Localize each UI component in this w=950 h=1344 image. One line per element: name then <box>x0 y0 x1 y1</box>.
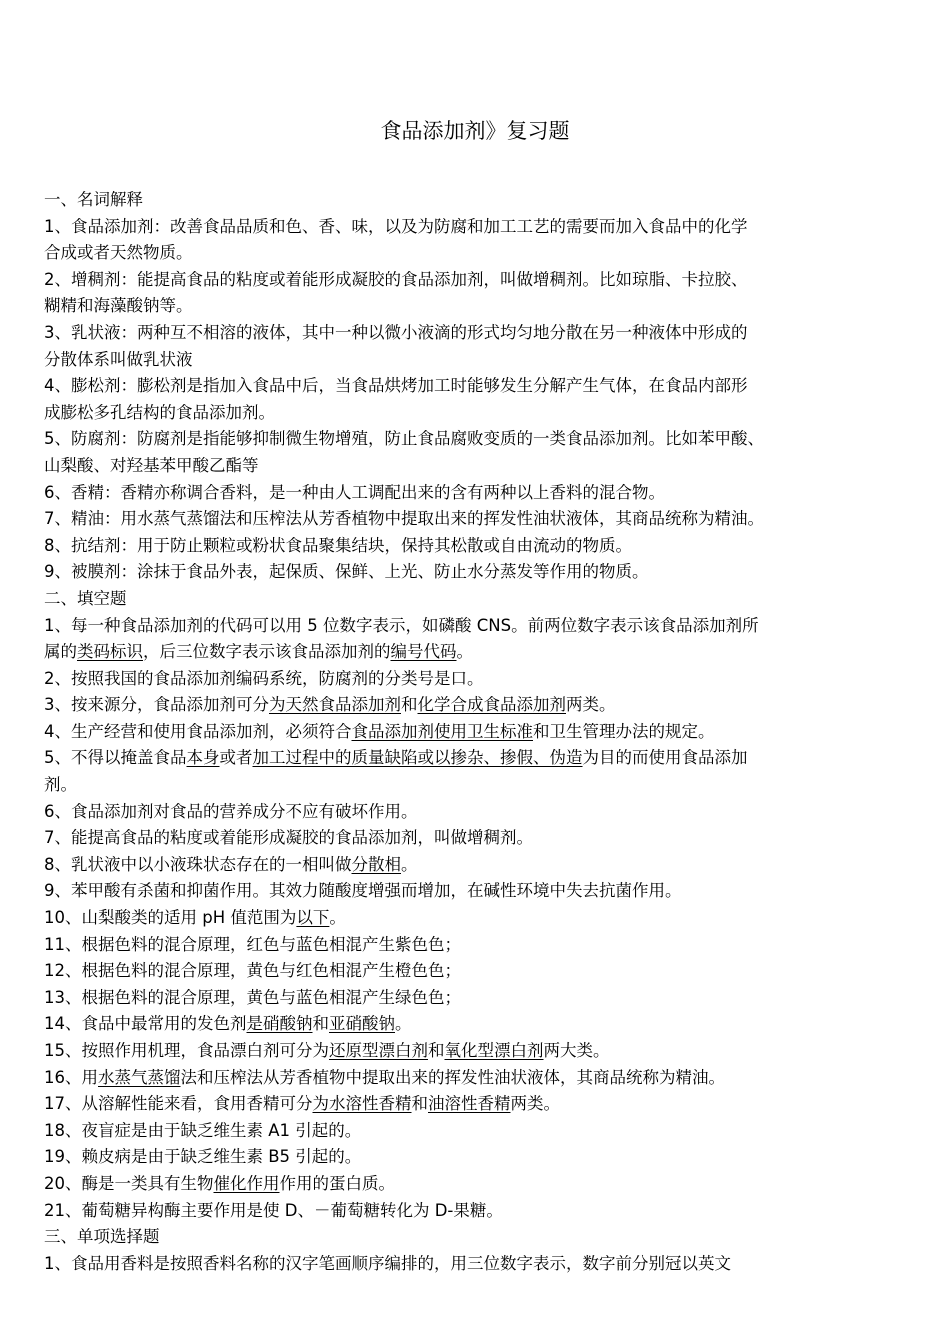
line-text: 合成或者天然物质。 <box>44 243 193 263</box>
line-text: 和 <box>411 1094 428 1114</box>
underlined-answer: 是硝酸钠 <box>246 1014 313 1034</box>
text-line <box>44 799 914 826</box>
text-line <box>44 187 914 214</box>
underlined-answer: 为天然食品添加剂 <box>269 695 401 715</box>
line-text: 15、按照作用机理，食品漂白剂可分为 <box>44 1041 329 1060</box>
line-text: 12、根据色料的混合原理，黄色与红色相混产生橙色色； <box>44 961 461 981</box>
text-line <box>44 1224 914 1251</box>
text-line <box>44 905 914 932</box>
line-text: 或者 <box>219 748 253 768</box>
line-text: 10、山梨酸类的适用 pH 值范围为 <box>44 908 297 928</box>
line-text: 7、能提高食品的粘度或着能形成凝胶的食品添加剂，叫做增稠剂。 <box>44 828 533 848</box>
underlined-answer: 分散相 <box>351 854 401 874</box>
text-line <box>44 639 914 666</box>
line-text: 21、葡萄糖异构酶主要作用是使 D、－葡萄糖转化为 D-果糖。 <box>44 1200 503 1220</box>
line-text: 。 <box>401 854 418 874</box>
line-text: 9、苯甲酸有杀菌和抑菌作用。其效力随酸度增强而增加，在碱性环境中失去抗菌作用。 <box>44 881 682 901</box>
line-text: 和 <box>428 1041 445 1060</box>
line-text: 2、增稠剂：能提高食品的粘度或着能形成凝胶的食品添加剂，叫做增稠剂。比如琼脂、卡拉胶、 <box>44 269 748 289</box>
line-text: 法和压榨法从芳香植物中提取出来的挥发性油状液体，其商品统称为精油。 <box>180 1067 725 1087</box>
line-text: 11、根据色料的混合原理，红色与蓝色相混产生紫色色； <box>44 934 461 954</box>
line-text: 作用的蛋白质。 <box>279 1173 395 1193</box>
text-line <box>44 825 914 852</box>
underlined-answer: 还原型漂白剂 <box>329 1041 428 1060</box>
line-text: 三、单项选择题 <box>44 1227 160 1247</box>
text-line <box>44 1198 914 1225</box>
underlined-answer: 油溶性香精 <box>428 1094 511 1114</box>
text-line <box>44 453 914 480</box>
line-text: 8、抗结剂：用于防止颗粒或粉状食品聚集结块，保持其松散或自由流动的物质。 <box>44 535 632 555</box>
text-line <box>44 373 914 400</box>
line-text: 6、食品添加剂对食品的营养成分不应有破坏作用。 <box>44 801 418 821</box>
text-line <box>44 666 914 693</box>
line-text: 属的 <box>44 642 77 662</box>
text-line <box>44 267 914 294</box>
line-text: 7、精油：用水蒸气蒸馏法和压榨法从芳香植物中提取出来的挥发性油状液体，其商品统称为精油。 <box>44 509 764 529</box>
text-line <box>44 506 914 533</box>
line-text: 18、夜盲症是由于缺乏维生素 A1 引起的。 <box>44 1120 362 1140</box>
line-text: 5、不得以掩盖食品 <box>44 748 187 768</box>
underlined-answer: 催化作用 <box>213 1173 280 1193</box>
document-body <box>44 187 914 1277</box>
text-line <box>44 1065 914 1092</box>
line-text: 5、防腐剂：防腐剂是指能够抑制微生物增殖，防止食品腐败变质的一类食品添加剂。比如苯甲酸、 <box>44 429 764 449</box>
text-line <box>44 745 914 772</box>
underlined-answer: 亚硝酸钠 <box>329 1014 395 1034</box>
text-line <box>44 426 914 453</box>
line-text: 两大类。 <box>543 1041 610 1060</box>
text-line <box>44 400 914 427</box>
line-text: 剂。 <box>44 775 77 795</box>
line-text: 3、乳状液：两种互不相溶的液体，其中一种以微小液滴的形式均匀地分散在另一种液体中形成的 <box>44 322 748 342</box>
text-line <box>44 852 914 879</box>
text-line <box>44 1038 914 1065</box>
line-text: 两类。 <box>510 1094 560 1114</box>
line-text: 2、按照我国的食品添加剂编码系统，防腐剂的分类号是口。 <box>44 668 484 688</box>
text-line <box>44 719 914 746</box>
line-text: 13、根据色料的混合原理，黄色与蓝色相混产生绿色色； <box>44 987 461 1007</box>
line-text: 1、每一种食品添加剂的代码可以用 5 位数字表示，如磷酸 CNS。前两位数字表示该食品添加剂所 <box>44 615 759 635</box>
document-title: 食品添加剂》复习题 <box>380 119 570 143</box>
text-line <box>44 613 914 640</box>
line-text: 8、乳状液中以小液珠状态存在的一相叫做 <box>44 854 352 874</box>
text-line <box>44 559 914 586</box>
text-line <box>44 347 914 374</box>
line-text: 3、按来源分，食品添加剂可分 <box>44 695 269 715</box>
line-text: 14、食品中最常用的发色剂 <box>44 1014 247 1034</box>
line-text: 和卫生管理办法的规定。 <box>533 721 715 741</box>
line-text: 。 <box>329 908 346 928</box>
text-line <box>44 1011 914 1038</box>
text-line <box>44 293 914 320</box>
line-text: 分散体系叫做乳状液 <box>44 349 193 369</box>
text-line <box>44 958 914 985</box>
text-line <box>44 772 914 799</box>
text-line <box>44 1144 914 1171</box>
underlined-answer: 加工过程中的质量缺陷或以掺杂、掺假、伪造 <box>252 748 583 768</box>
underlined-answer: 编号代码 <box>390 642 457 662</box>
underlined-answer: 类码标识 <box>77 642 143 662</box>
text-line <box>44 1171 914 1198</box>
line-text: 4、生产经营和使用食品添加剂，必须符合 <box>44 721 352 741</box>
line-text: 。 <box>395 1014 412 1034</box>
text-line <box>44 533 914 560</box>
text-line <box>44 480 914 507</box>
text-line <box>44 214 914 241</box>
line-text: 。 <box>456 642 473 662</box>
line-text: 4、膨松剂：膨松剂是指加入食品中后，当食品烘烤加工时能够发生分解产生气体，在食品内部形 <box>44 376 748 396</box>
underlined-answer: 水蒸气蒸馏 <box>98 1067 181 1087</box>
text-line <box>44 320 914 347</box>
line-text: 17、从溶解性能来看，食用香精可分 <box>44 1094 313 1114</box>
line-text: 19、赖皮病是由于缺乏维生素 B5 引起的。 <box>44 1147 362 1167</box>
underlined-answer: 氧化型漂白剂 <box>444 1041 544 1060</box>
line-text: 二、填空题 <box>44 588 127 608</box>
line-text: 6、香精：香精亦称调合香料，是一种由人工调配出来的含有两种以上香料的混合物。 <box>44 482 665 502</box>
text-line <box>44 1118 914 1145</box>
text-line <box>44 878 914 905</box>
underlined-answer: 本身 <box>186 748 220 768</box>
text-line <box>44 1091 914 1118</box>
line-text: 为目的而使用食品添加 <box>582 748 748 768</box>
underlined-answer: 以下 <box>296 908 330 928</box>
line-text: 一、名词解释 <box>44 190 143 209</box>
line-text: 山梨酸、对羟基苯甲酸乙酯等 <box>44 455 259 475</box>
underlined-answer: 食品添加剂使用卫生标准 <box>351 721 533 741</box>
line-text: ，后三位数字表示该食品添加剂的 <box>143 642 391 662</box>
line-text: 成膨松多孔结构的食品添加剂。 <box>44 402 275 422</box>
line-text: 和 <box>312 1014 329 1034</box>
line-text: 1、食品添加剂：改善食品品质和色、香、味，以及为防腐和加工工艺的需要而加入食品中的化学 <box>44 216 748 236</box>
text-line <box>44 1251 914 1278</box>
underlined-answer: 化学合成食品添加剂 <box>417 695 566 715</box>
line-text: 和 <box>401 695 418 715</box>
text-line <box>44 985 914 1012</box>
line-text: 20、酶是一类具有生物 <box>44 1173 214 1193</box>
text-line <box>44 240 914 267</box>
text-line <box>44 932 914 959</box>
line-text: 9、被膜剂：涂抹于食品外表，起保质、保鲜、上光、防止水分蒸发等作用的物质。 <box>44 562 649 582</box>
underlined-answer: 为水溶性香精 <box>312 1094 412 1114</box>
line-text: 两类。 <box>566 695 616 715</box>
text-line <box>44 586 914 613</box>
line-text: 糊精和海藻酸钠等。 <box>44 296 193 316</box>
line-text: 16、用 <box>44 1067 98 1087</box>
text-line <box>44 692 914 719</box>
line-text: 1、食品用香料是按照香料名称的汉字笔画顺序编排的，用三位数字表示，数字前分别冠以英文 <box>44 1253 731 1273</box>
